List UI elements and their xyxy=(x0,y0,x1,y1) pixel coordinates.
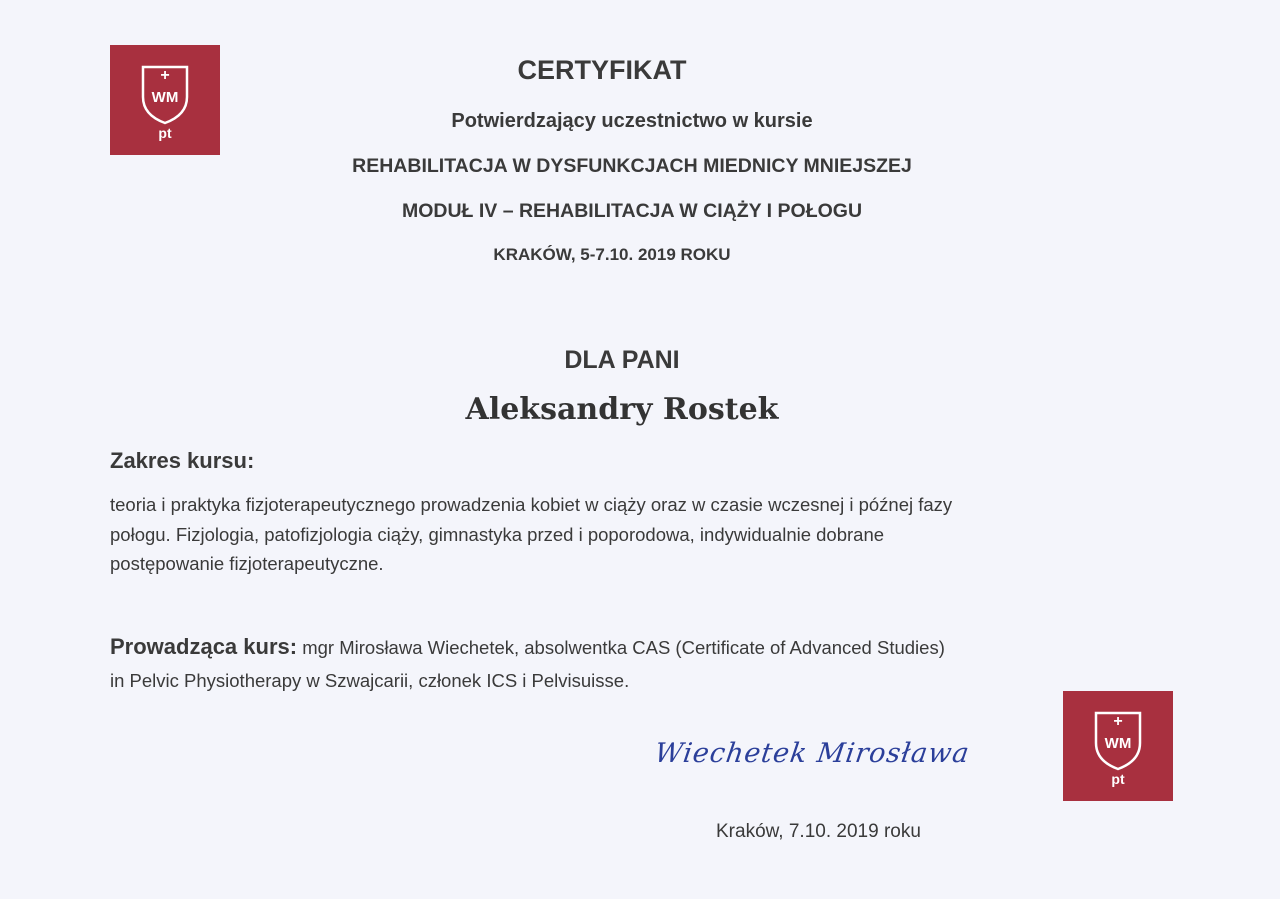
svg-text:+: + xyxy=(1113,713,1123,730)
instructor-description: mgr Mirosława Wiechetek, absolwentka CAS (Certificate of Advanced Studies) xyxy=(302,637,945,658)
logo-subtext: pt xyxy=(158,125,172,141)
scope-heading: Zakres kursu: xyxy=(110,448,255,473)
scope-line: teoria i praktyka fizjoterapeutycznego prowadzenia kobiet w ciąży oraz w czasie wczesnej i późnej fazy xyxy=(110,494,953,515)
course-name: REHABILITACJA W DYSFUNKCJACH MIEDNICY MNIEJSZEJ xyxy=(352,155,912,177)
logo-subtext: pt xyxy=(1111,771,1125,787)
logo-text: WM xyxy=(151,89,179,106)
instructor-label: Prowadząca kurs: xyxy=(110,634,298,659)
scope-line: połogu. Fizjologia, patofizjologia ciąży, gimnastyka przed i poporodowa, indywidualnie dobrane xyxy=(110,524,885,545)
course-place-date: KRAKÓW, 5-7.10. 2019 ROKU xyxy=(493,245,731,264)
svg-text:+: + xyxy=(160,67,170,84)
logo-bottom-right xyxy=(1063,691,1173,801)
signature: Wiechetek Mirosława xyxy=(652,738,972,769)
certificate-subtitle: Potwierdzający uczestnictwo w kursie xyxy=(451,110,813,132)
certificate-title: CERTYFIKAT xyxy=(517,55,687,85)
issue-place-date: Kraków, 7.10. 2019 roku xyxy=(716,821,921,842)
module-name: MODUŁ IV – REHABILITACJA W CIĄŻY I POŁOGU xyxy=(401,200,863,222)
instructor-line-1 xyxy=(110,634,945,660)
instructor-line-2: in Pelvic Physiotherapy w Szwajcarii, członek ICS i Pelvisuisse. xyxy=(110,670,630,691)
recipient-prefix: DLA PANI xyxy=(564,346,680,374)
logo-text: WM xyxy=(1104,735,1132,752)
recipient-name: Aleksandry Rostek xyxy=(465,392,779,427)
scope-line: postępowanie fizjoterapeutyczne. xyxy=(110,553,384,574)
